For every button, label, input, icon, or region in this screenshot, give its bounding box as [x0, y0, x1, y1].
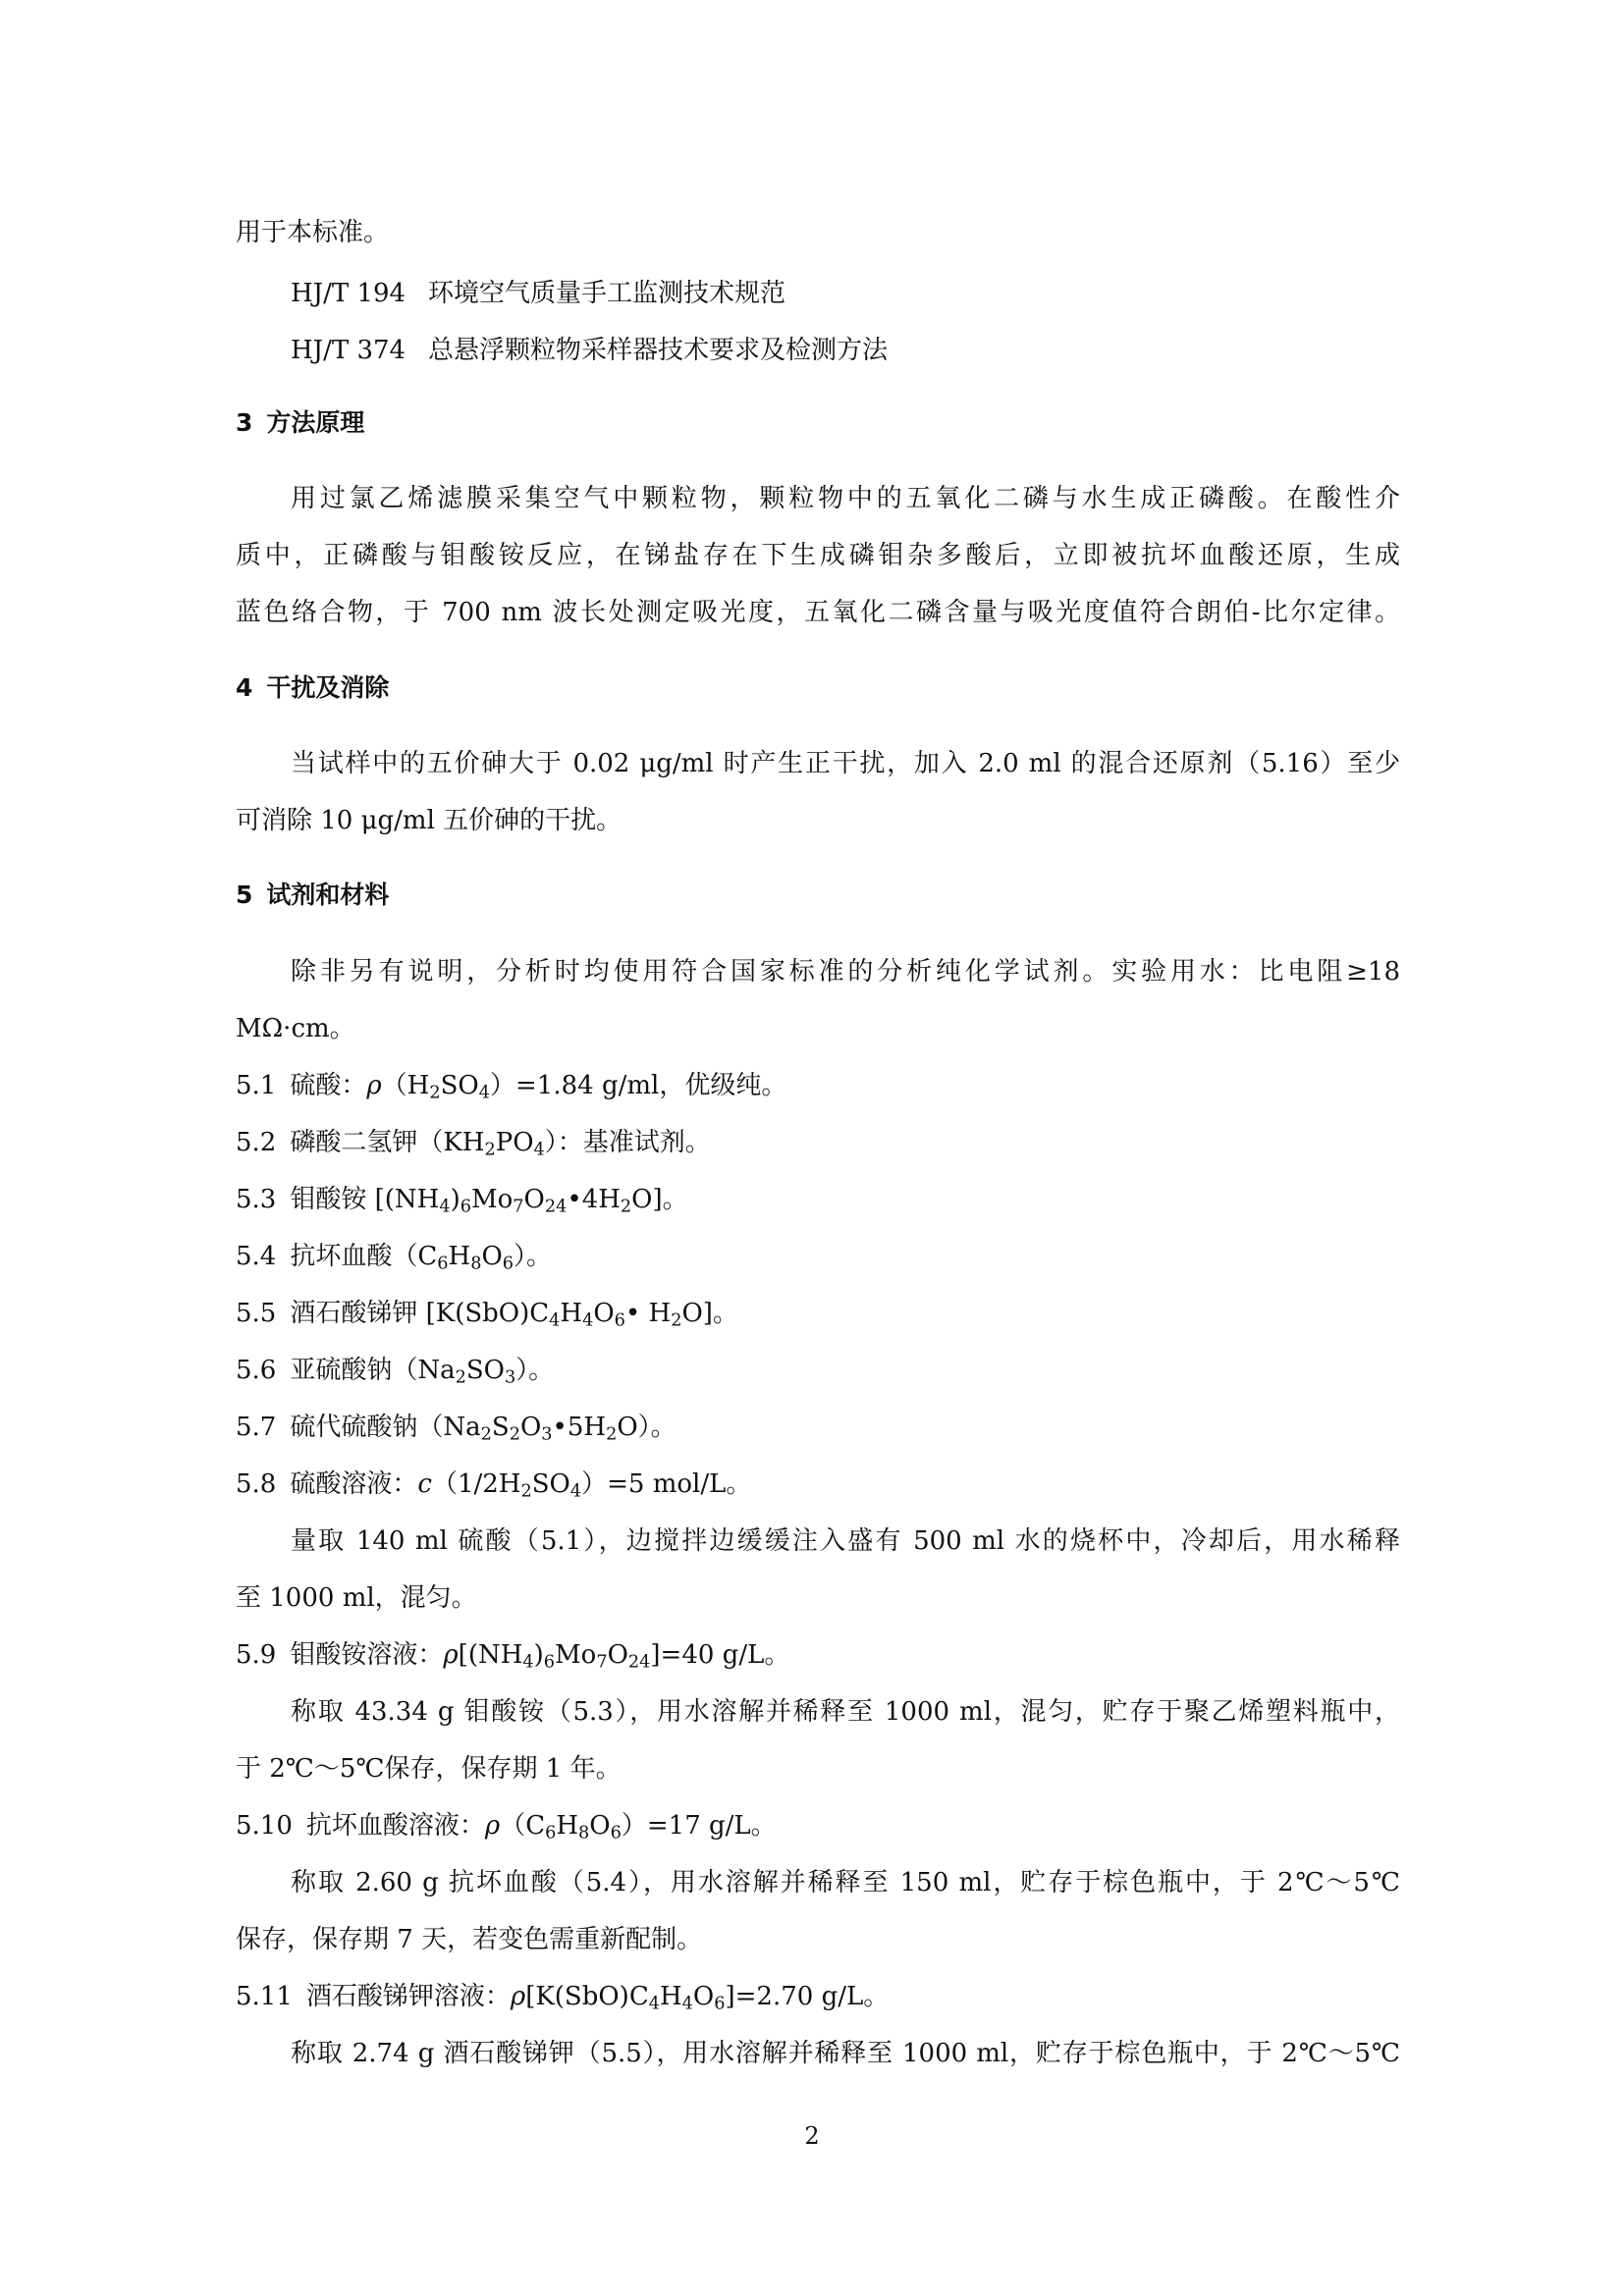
reference-code: HJ/T 194 — [291, 279, 406, 308]
subscript: 7 — [596, 1652, 608, 1673]
section-3-heading — [236, 405, 1400, 441]
paragraph-line: 蓝色络合物，于 700 nm 波长处测定吸光度，五氧化二磷含量与吸光度值符合朗伯-比尔定律。 — [236, 598, 1400, 627]
section-title: 试剂和材料 — [266, 881, 390, 909]
item-text: 酒石酸锑钾 [K(SbO)C — [290, 1299, 550, 1328]
reference-hjt194 — [291, 276, 1400, 311]
item-5-1 — [236, 1068, 1400, 1103]
item-text: Mo — [555, 1640, 597, 1670]
item-text: Mo — [471, 1185, 514, 1214]
section-4-heading — [236, 670, 1400, 706]
item-5-6 — [236, 1353, 1400, 1388]
item-text: ）=1.84 g/ml，优级纯。 — [490, 1071, 787, 1100]
item-text: 抗坏血酸溶液： — [305, 1811, 485, 1841]
subscript: 2 — [455, 1367, 466, 1388]
section-number: 3 — [236, 408, 253, 437]
item-text: SO — [440, 1071, 479, 1100]
item-text: 酒石酸锑钾溶液： — [305, 1982, 511, 2011]
item-text: H — [659, 1982, 682, 2011]
item-text: 亚硫酸钠（Na — [290, 1356, 456, 1385]
item-text: [K(SbO)C — [525, 1982, 649, 2011]
item-text: （H — [381, 1071, 430, 1100]
concentration-symbol: c — [417, 1469, 432, 1499]
item-text: 硫代硫酸钠（Na — [290, 1413, 481, 1442]
subscript: 6 — [437, 1254, 449, 1274]
paragraph-line: 质中，正磷酸与钼酸铵反应，在锑盐存在下生成磷钼杂多酸后，立即被抗坏血酸还原，生成 — [236, 541, 1400, 570]
section-number: 4 — [236, 673, 253, 702]
paragraph-line: 称取 2.60 g 抗坏血酸（5.4），用水溶解并稀释至 150 ml，贮存于棕色瓶中，于 2℃～5℃ — [291, 1868, 1400, 1897]
item-text: 抗坏血酸（C — [290, 1242, 438, 1271]
rho-symbol: ρ — [366, 1071, 382, 1100]
subscript: 24 — [627, 1652, 651, 1673]
item-number: 5.9 — [236, 1640, 277, 1670]
item-text: •5H — [552, 1413, 607, 1442]
subscript: 2 — [429, 1083, 441, 1103]
item-number: 5.2 — [236, 1128, 277, 1157]
subscript: 3 — [541, 1424, 553, 1445]
rho-symbol: ρ — [510, 1982, 526, 2011]
subscript: 4 — [522, 1652, 534, 1673]
subscript: 8 — [470, 1254, 482, 1274]
section-title: 干扰及消除 — [266, 673, 390, 702]
item-number: 5.7 — [236, 1413, 277, 1442]
subscript: 2 — [480, 1424, 492, 1445]
subscript: 6 — [460, 1197, 471, 1217]
subscript: 2 — [484, 1140, 496, 1160]
rho-symbol: ρ — [443, 1640, 459, 1670]
reference-title: 环境空气质量手工监测技术规范 — [428, 279, 786, 308]
paragraph-line: 用过氯乙烯滤膜采集空气中颗粒物，颗粒物中的五氧化二磷与水生成正磷酸。在酸性介 — [291, 484, 1400, 513]
item-text: O — [481, 1242, 503, 1271]
item-text: 硫酸： — [290, 1071, 367, 1100]
subscript: 4 — [582, 1310, 594, 1331]
paragraph-line: MΩ·cm。 — [236, 1014, 355, 1043]
subscript: 4 — [439, 1197, 451, 1217]
item-number: 5.10 — [236, 1811, 293, 1841]
item-text: ) — [450, 1185, 460, 1214]
reference-code: HJ/T 374 — [291, 336, 406, 365]
item-number: 5.3 — [236, 1185, 277, 1214]
subscript: 2 — [509, 1424, 520, 1445]
item-number: 5.1 — [236, 1071, 277, 1100]
subscript: 2 — [520, 1481, 532, 1502]
subscript: 4 — [569, 1481, 582, 1502]
subscript: 4 — [478, 1083, 490, 1103]
subscript: 8 — [578, 1823, 590, 1843]
subscript: 4 — [648, 1994, 660, 2014]
item-text: ）=17 g/L。 — [621, 1811, 777, 1841]
item-text: •4H — [567, 1185, 621, 1214]
item-text: H — [560, 1299, 583, 1328]
item-text: ）：基准试剂。 — [544, 1128, 711, 1157]
item-text: （C — [500, 1811, 546, 1841]
subscript: 24 — [544, 1197, 568, 1217]
page-number: 2 — [804, 2122, 820, 2150]
subscript: 6 — [610, 1823, 622, 1843]
reference-hjt374 — [291, 333, 1400, 368]
paragraph-line: 称取 43.34 g 钼酸铵（5.3），用水溶解并稀释至 1000 ml，混匀，贮存于聚乙烯塑料瓶中， — [291, 1697, 1400, 1727]
section-5-heading — [236, 878, 1400, 913]
subscript: 4 — [533, 1140, 545, 1160]
item-text: O — [692, 1982, 715, 2011]
item-text: ）。 — [515, 1356, 555, 1385]
paragraph-line: 至 1000 ml，混匀。 — [236, 1583, 477, 1613]
subscript: 2 — [620, 1197, 632, 1217]
item-text: SO — [531, 1469, 570, 1499]
item-number: 5.11 — [236, 1982, 293, 2011]
paragraph-line: 除非另有说明，分析时均使用符合国家标准的分析纯化学试剂。实验用水：比电阻≥18 — [291, 957, 1400, 987]
subscript: 6 — [714, 1994, 726, 2014]
item-text: SO — [465, 1356, 506, 1385]
item-5-7 — [236, 1410, 1400, 1445]
paragraph-line: 可消除 10 μg/ml 五价砷的干扰。 — [236, 806, 623, 835]
item-5-11 — [236, 1979, 1400, 2014]
item-text: H — [448, 1242, 471, 1271]
item-5-4 — [236, 1239, 1400, 1274]
item-text: 磷酸二氢钾（KH — [290, 1128, 485, 1157]
item-text: O）。 — [617, 1413, 677, 1442]
item-text: ]=40 g/L。 — [650, 1640, 790, 1670]
subscript: 7 — [513, 1197, 524, 1217]
item-text: O]。 — [681, 1299, 738, 1328]
subscript: 4 — [549, 1310, 561, 1331]
item-text: 硫酸溶液： — [290, 1469, 418, 1499]
item-number: 5.8 — [236, 1469, 277, 1499]
section-number: 5 — [236, 881, 253, 909]
item-number: 5.5 — [236, 1299, 277, 1328]
subscript: 2 — [671, 1310, 682, 1331]
item-text: O — [519, 1413, 542, 1442]
subscript: 6 — [502, 1254, 514, 1274]
subscript: 6 — [545, 1823, 557, 1843]
item-text: （1/2H — [431, 1469, 521, 1499]
item-text: S — [491, 1413, 510, 1442]
rho-symbol: ρ — [484, 1811, 501, 1841]
item-text: O — [523, 1185, 545, 1214]
paragraph-line: 量取 140 ml 硫酸（5.1），边搅拌边缓缓注入盛有 500 ml 水的烧杯中，冷却后，用水稀释 — [291, 1526, 1400, 1556]
item-5-5 — [236, 1296, 1400, 1331]
item-number: 5.6 — [236, 1356, 277, 1385]
item-5-9 — [236, 1637, 1400, 1673]
item-text: ) — [533, 1640, 544, 1670]
item-text: O — [607, 1640, 628, 1670]
item-text: ）。 — [514, 1242, 553, 1271]
item-5-2 — [236, 1125, 1400, 1160]
item-number: 5.4 — [236, 1242, 277, 1271]
subscript: 4 — [681, 1994, 693, 2014]
paragraph-line: 当试样中的五价砷大于 0.02 μg/ml 时产生正干扰，加入 2.0 ml 的混合还原剂（5.16）至少 — [291, 749, 1400, 778]
item-text: H — [556, 1811, 579, 1841]
item-text: [(NH — [458, 1640, 523, 1670]
intro-line: 用于本标准。 — [236, 218, 390, 247]
section-title: 方法原理 — [266, 408, 365, 437]
item-text: O — [589, 1811, 611, 1841]
item-text: O — [593, 1299, 615, 1328]
item-text: PO — [495, 1128, 534, 1157]
item-text: 钼酸铵溶液： — [290, 1640, 444, 1670]
paragraph-line: 于 2℃～5℃保存，保存期 1 年。 — [236, 1754, 622, 1784]
item-text: 钼酸铵 [(NH — [290, 1185, 440, 1214]
paragraph-line: 称取 2.74 g 酒石酸锑钾（5.5），用水溶解并稀释至 1000 ml，贮存于棕色瓶中，于 2℃～5℃ — [291, 2039, 1400, 2068]
item-text: ）=5 mol/L。 — [581, 1469, 752, 1499]
item-text: O]。 — [631, 1185, 688, 1214]
subscript: 6 — [614, 1310, 625, 1331]
item-5-8 — [236, 1467, 1400, 1502]
paragraph-line: 保存，保存期 7 天，若变色需重新配制。 — [236, 1925, 703, 1954]
subscript: 2 — [606, 1424, 618, 1445]
subscript: 3 — [505, 1367, 516, 1388]
subscript: 6 — [543, 1652, 556, 1673]
item-5-3 — [236, 1182, 1400, 1217]
item-5-10 — [236, 1808, 1400, 1843]
item-text: ]=2.70 g/L。 — [725, 1982, 890, 2011]
reference-title: 总悬浮颗粒物采样器技术要求及检测方法 — [428, 336, 889, 365]
item-text: • H — [624, 1299, 672, 1328]
